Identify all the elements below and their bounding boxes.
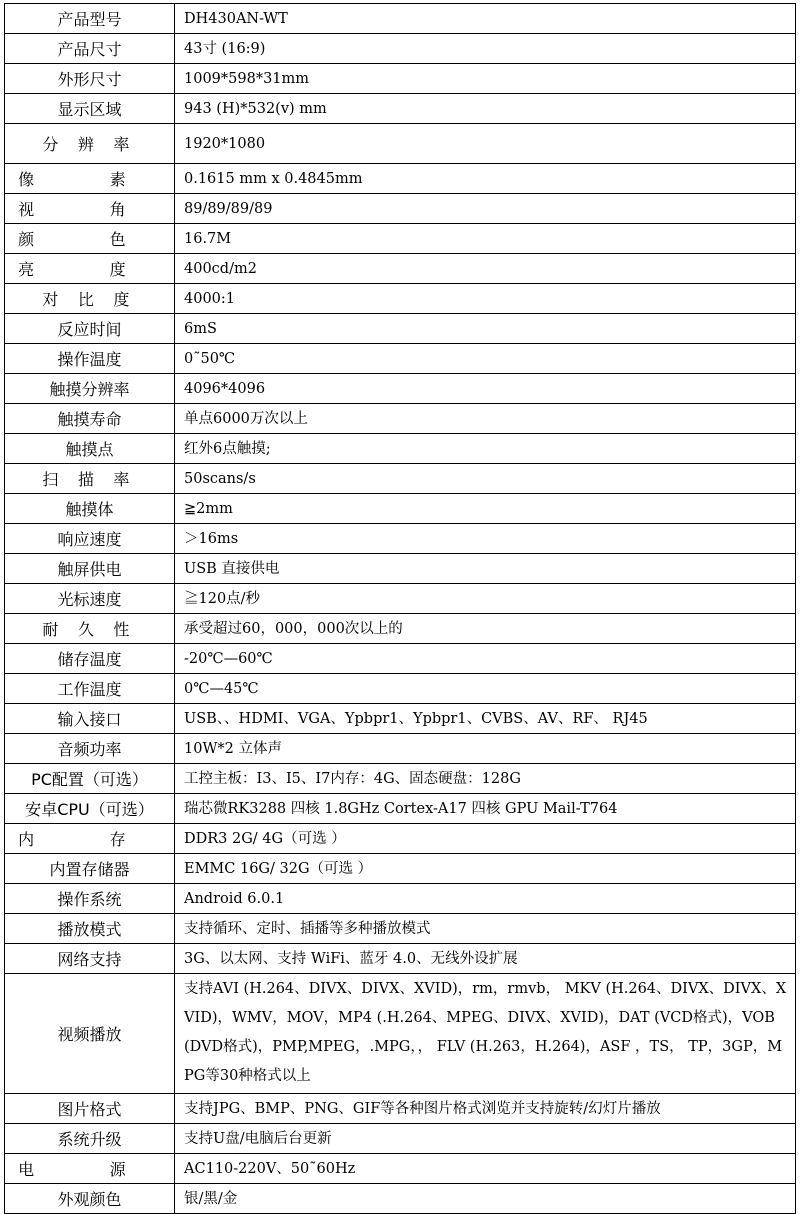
row-value: 0℃—45℃ (175, 674, 796, 704)
row-label: 触摸寿命 (5, 404, 175, 434)
row-value: 89/89/89/89 (175, 194, 796, 224)
row-value: 承受超过60，000，000次以上的 (175, 614, 796, 644)
row-label: 产品型号 (5, 4, 175, 34)
row-label: 安卓CPU（可选） (5, 794, 175, 824)
row-label: 电 源 (5, 1154, 175, 1184)
row-label: 颜 色 (5, 224, 175, 254)
table-row (5, 1184, 796, 1214)
table-row (5, 584, 796, 614)
table-row (5, 1154, 796, 1184)
row-label: 分 辨 率 (5, 124, 175, 164)
table-row (5, 4, 796, 34)
row-value: 支持U盘/电脑后台更新 (175, 1124, 796, 1154)
row-value: 瑞芯微RK3288 四核 1.8GHz Cortex-A17 四核 GPU Mail-T764 (175, 794, 796, 824)
row-value: 0˜50℃ (175, 344, 796, 374)
table-row (5, 794, 796, 824)
row-label: 网络支持 (5, 944, 175, 974)
row-label: 音频功率 (5, 734, 175, 764)
row-value: 16.7M (175, 224, 796, 254)
row-label: 触摸点 (5, 434, 175, 464)
row-label: 显示区域 (5, 94, 175, 124)
row-value: 单点6000万次以上 (175, 404, 796, 434)
row-value: AC110-220V、50˜60Hz (175, 1154, 796, 1184)
row-label: 外形尺寸 (5, 64, 175, 94)
spec-table-body (5, 4, 796, 1214)
table-row (5, 944, 796, 974)
table-row (5, 554, 796, 584)
row-label: 触摸体 (5, 494, 175, 524)
table-row (5, 224, 796, 254)
table-row (5, 914, 796, 944)
row-value: 1920*1080 (175, 124, 796, 164)
row-value: 支持JPG、BMP、PNG、GIF等各种图片格式浏览并支持旋转/幻灯片播放 (175, 1094, 796, 1124)
row-label: 操作系统 (5, 884, 175, 914)
table-row (5, 314, 796, 344)
row-value: 1009*598*31mm (175, 64, 796, 94)
table-row (5, 344, 796, 374)
table-row (5, 434, 796, 464)
row-value: EMMC 16G/ 32G（可选 ） (175, 854, 796, 884)
row-value: 工控主板：I3、I5、I7内存：4G、固态硬盘：128G (175, 764, 796, 794)
table-row (5, 734, 796, 764)
table-row (5, 64, 796, 94)
row-label: 系统升级 (5, 1124, 175, 1154)
row-label: 图片格式 (5, 1094, 175, 1124)
row-value: 943 (H)*532(v) mm (175, 94, 796, 124)
row-value: ＞16ms (175, 524, 796, 554)
table-row (5, 884, 796, 914)
row-label: 触屏供电 (5, 554, 175, 584)
row-label: 对 比 度 (5, 284, 175, 314)
row-value: 10W*2 立体声 (175, 734, 796, 764)
row-value: 0.1615 mm x 0.4845mm (175, 164, 796, 194)
row-label: 储存温度 (5, 644, 175, 674)
table-row (5, 404, 796, 434)
row-value: 银/黑/金 (175, 1184, 796, 1214)
table-row (5, 94, 796, 124)
row-label: 工作温度 (5, 674, 175, 704)
row-label: 触摸分辨率 (5, 374, 175, 404)
table-row (5, 1094, 796, 1124)
table-row (5, 124, 796, 164)
table-row (5, 704, 796, 734)
table-row (5, 254, 796, 284)
row-value: 4096*4096 (175, 374, 796, 404)
row-value: 6mS (175, 314, 796, 344)
row-value: USB、、HDMI、VGA、Ypbpr1、Ypbpr1、CVBS、AV、RF、 RJ45 (175, 704, 796, 734)
table-row (5, 494, 796, 524)
row-label: 播放模式 (5, 914, 175, 944)
row-value: Android 6.0.1 (175, 884, 796, 914)
table-row (5, 824, 796, 854)
row-label: 内 存 (5, 824, 175, 854)
row-value: ≧2mm (175, 494, 796, 524)
row-value: DDR3 2G/ 4G（可选 ） (175, 824, 796, 854)
row-label: 反应时间 (5, 314, 175, 344)
row-value: 400cd/m2 (175, 254, 796, 284)
row-value: 红外6点触摸; (175, 434, 796, 464)
row-value: 支持AVI (H.264、DIVX、DIVX、XVID)，rm，rmvb， MKV (H.264、DIVX、DIVX、XVID)，WMV，MOV，MP4 (.H.264、MPEG、DIVX、XVID)，DAT (VCD格式)，VOB (DVD格式)，PMP,MPEG，.MPG，， FLV (H.263，H.264)，ASF ，TS， TP，3GP，MPG等30种格式以上 (175, 974, 796, 1094)
table-row (5, 194, 796, 224)
row-label: 亮 度 (5, 254, 175, 284)
row-value: DH430AN-WT (175, 4, 796, 34)
row-value: -20℃—60℃ (175, 644, 796, 674)
row-label: 耐 久 性 (5, 614, 175, 644)
table-row (5, 974, 796, 1094)
row-label: 外观颜色 (5, 1184, 175, 1214)
row-label: 像 素 (5, 164, 175, 194)
row-label: 内置存储器 (5, 854, 175, 884)
row-label: 扫 描 率 (5, 464, 175, 494)
table-row (5, 464, 796, 494)
table-row (5, 164, 796, 194)
row-value: 43寸 (16:9) (175, 34, 796, 64)
row-label: 产品尺寸 (5, 34, 175, 64)
table-row (5, 854, 796, 884)
spec-table (4, 3, 796, 1214)
row-value: 3G、以太网、支持 WiFi、蓝牙 4.0、无线外设扩展 (175, 944, 796, 974)
row-label: 视频播放 (5, 974, 175, 1094)
table-row (5, 614, 796, 644)
table-row (5, 284, 796, 314)
row-label: 输入接口 (5, 704, 175, 734)
row-label: 视 角 (5, 194, 175, 224)
row-value: 支持循环、定时、插播等多种播放模式 (175, 914, 796, 944)
table-row (5, 34, 796, 64)
row-label: 操作温度 (5, 344, 175, 374)
table-row (5, 674, 796, 704)
row-value: ≧120点/秒 (175, 584, 796, 614)
table-row (5, 764, 796, 794)
row-value: 50scans/s (175, 464, 796, 494)
row-label: PC配置（可选） (5, 764, 175, 794)
row-label: 光标速度 (5, 584, 175, 614)
table-row (5, 524, 796, 554)
row-value: USB 直接供电 (175, 554, 796, 584)
table-row (5, 1124, 796, 1154)
row-label: 响应速度 (5, 524, 175, 554)
row-value: 4000:1 (175, 284, 796, 314)
table-row (5, 374, 796, 404)
table-row (5, 644, 796, 674)
